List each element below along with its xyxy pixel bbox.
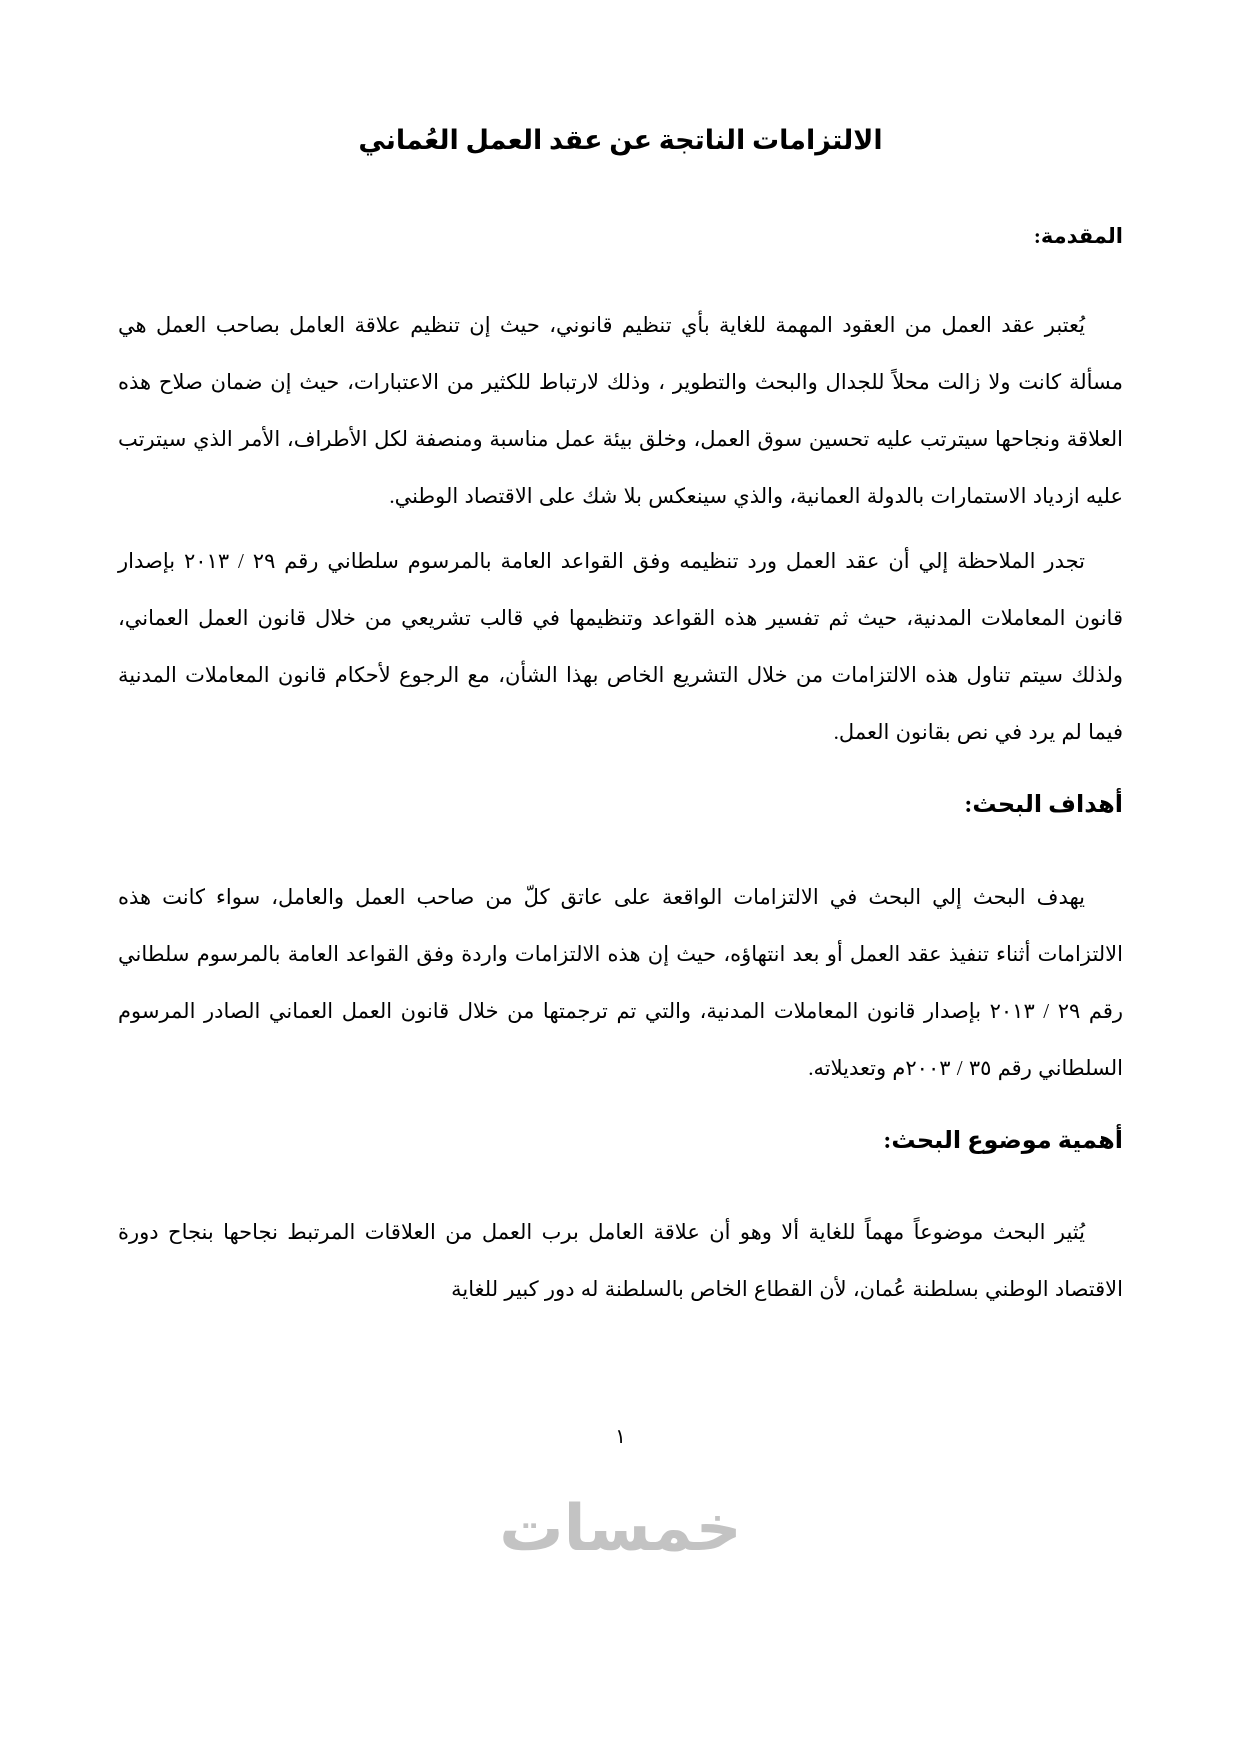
section-heading-research-objectives: أهداف البحث: — [964, 792, 1123, 819]
page-number: ١ — [615, 1426, 626, 1448]
paragraph-introduction-1: يُعتبر عقد العمل من العقود المهمة للغاية بأي تنظيم قانوني، حيث إن تنظيم علاقة العامل بصاحب العمل هي مسألة كانت ولا زالت محلاً للجدال والبحث والتطوير ، وذلك لارتباط للكثير من الاعتبارات، حيث إن ضمان صلاح هذه العلاقة ونجاحها سيترتب عليه تحسين سوق العمل، وخلق بيئة عمل مناسبة ومنصفة لكل الأطراف، الأمر الذي سيترتب عليه ازدياد الاستمارات بالدولة العمانية، والذي سينعكس بلا شك على الاقتصاد الوطني. — [118, 313, 1123, 509]
section-heading-research-importance: أهمية موضوع البحث: — [883, 1127, 1123, 1154]
paragraph-introduction-2: تجدر الملاحظة إلي أن عقد العمل ورد تنظيمه وفق القواعد العامة بالمرسوم سلطاني رقم ٢٩ / ٢٠١٣ بإصدار قانون المعاملات المدنية، حيث ثم تفسير هذه القواعد وتنظيمها في قالب تشريعي من خلال قانون العمل العماني، ولذلك سيتم تناول هذه الالتزامات من خلال التشريع الخاص بهذا الشأن، مع الرجوع لأحكام قانون المعاملات المدنية فيما لم يرد في نص بقانون العمل. — [118, 549, 1123, 745]
paragraph-importance-1: يُثير البحث موضوعاً مهماً للغاية ألا وهو أن علاقة العامل برب العمل من العلاقات المرتبط نجاحها بنجاح دورة الاقتصاد الوطني بسلطنة عُمان، لأن القطاع الخاص بالسلطنة له دور كبير للغاية — [118, 1220, 1123, 1302]
section-heading-introduction: المقدمة: — [1033, 223, 1123, 248]
document-title: الالتزامات الناتجة عن عقد العمل العُماني — [358, 125, 883, 155]
khamsat-watermark-logo: خمسات — [499, 1492, 742, 1566]
paragraph-objectives-1: يهدف البحث إلي البحث في الالتزامات الواقعة على عاتق كلّ من صاحب العمل والعامل، سواء كانت هذه الالتزامات أثناء تنفيذ عقد العمل أو بعد انتهاؤه، حيث إن هذه الالتزامات واردة وفق القواعد العامة بالمرسوم سلطاني رقم ٢٩ / ٢٠١٣ بإصدار قانون المعاملات المدنية، والتي تم ترجمتها من خلال قانون العمل العماني الصادر المرسوم السلطاني رقم ٣٥ / ٢٠٠٣م وتعديلاته. — [118, 884, 1124, 1080]
